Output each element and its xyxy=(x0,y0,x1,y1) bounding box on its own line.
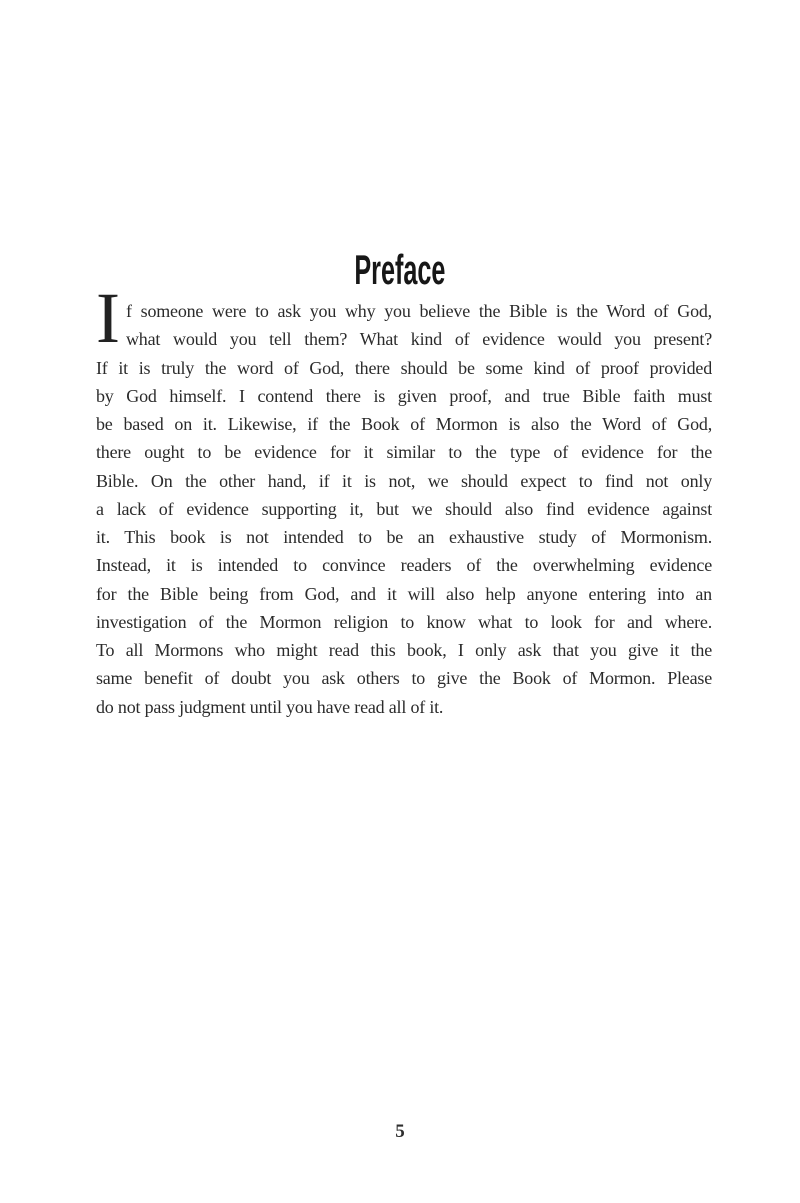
text-line: Instead, it is intended to convince readers of the overwhelming evidence xyxy=(96,555,712,576)
text-line: be based on it. Likewise, if the Book of Mormon is also the Word of God, xyxy=(96,414,712,434)
text-line: for the Bible being from God, and it will also help anyone entering into an xyxy=(96,583,712,604)
chapter-title-text: Preface xyxy=(354,246,446,294)
page-number: 5 xyxy=(395,1121,405,1142)
text-line: If it is truly the word of God, there should be some kind of proof provided xyxy=(96,357,712,378)
text-line: same benefit of doubt you ask others to give the Book of Mormon. Please xyxy=(96,668,712,689)
text-line: investigation of the Mormon religion to know what to look for and where. xyxy=(96,611,712,632)
text-line: f someone were to ask you why you believe the Bible is the Word of God, xyxy=(126,301,712,321)
text-line: a lack of evidence supporting it, but we should also find evidence against xyxy=(96,498,712,519)
text-line: there ought to be evidence for it similar to the type of evidence for the xyxy=(96,442,712,463)
chapter-title xyxy=(0,246,800,294)
text-line: by God himself. I contend there is given proof, and true Bible faith must xyxy=(96,385,712,406)
text-line: it. This book is not intended to be an exhaustive study of Mormonism. xyxy=(96,527,712,547)
text-line: Bible. On the other hand, if it is not, we should expect to find not only xyxy=(96,470,712,491)
paragraph-lines xyxy=(96,297,712,721)
drop-cap: I xyxy=(96,278,120,358)
text-line: To all Mormons who might read this book, I only ask that you give it the xyxy=(96,640,712,660)
text-line: what would you tell them? What kind of evidence would you present? xyxy=(126,329,712,350)
text-line: do not pass judgment until you have read all of it. xyxy=(96,696,444,717)
preface-paragraph xyxy=(96,278,712,721)
